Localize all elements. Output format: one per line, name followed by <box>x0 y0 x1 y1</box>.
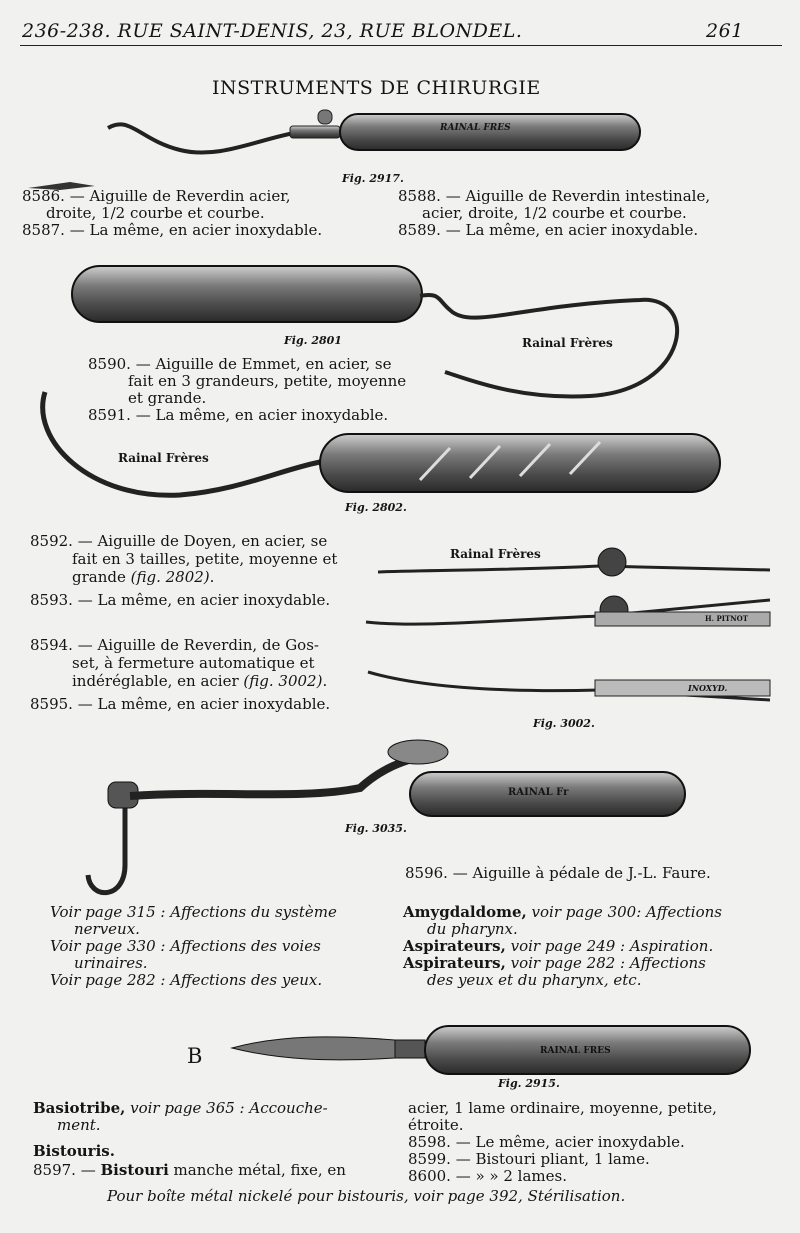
scalpel-illustration <box>232 1026 750 1074</box>
running-header: 236-238. RUE SAINT-DENIS, 23, RUE BLONDEL. <box>22 20 523 42</box>
entry-text: 8586. — Aiguille de Reverdin acier, <box>22 187 291 205</box>
entry-text: 8594. — Aiguille de Reverdin, de Gos- <box>30 636 319 654</box>
entry-8594: 8594. — Aiguille de Reverdin, de Gos- set, à fermeture automatique et indéréglable, en acier (fig. 3002). <box>30 636 360 690</box>
entry-text: étroite. <box>408 1116 464 1134</box>
cross-references-left <box>50 904 360 989</box>
entry-text: acier, 1 lame ordinaire, moyenne, petite, <box>408 1099 717 1117</box>
entry-text: 8588. — Aiguille de Reverdin intestinale, <box>398 187 711 205</box>
entry-text: (fig. 3002) <box>243 672 323 690</box>
entry-text: manche métal, fixe, en <box>173 1161 346 1179</box>
entry-8592: 8592. — Aiguille de Doyen, en acier, se fait en 3 tailles, petite, moyenne et grande (fig. 2802). <box>30 532 360 586</box>
footer-note: Pour boîte métal nickelé pour bistouris, voir page 392, Stérilisation. <box>107 1187 626 1205</box>
ref-text: ment. <box>57 1116 101 1134</box>
entry-text: fait en 3 grandeurs, petite, moyenne <box>128 372 407 390</box>
ref-text: voir page 300: Affections <box>531 903 722 921</box>
entry-basiotribe <box>33 1100 363 1134</box>
cross-references-right <box>403 904 783 989</box>
entry-text: droite, 1/2 courbe et courbe. <box>46 204 265 222</box>
entry-8593: 8593. — La même, en acier inoxydable. <box>30 591 331 609</box>
ref-text: voir page 282 : Affections <box>510 954 706 972</box>
page-number: 261 <box>706 20 744 42</box>
entry-text: 8592. — Aiguille de Doyen, en acier, se <box>30 532 328 550</box>
entry-text: et grande. <box>128 389 207 407</box>
brand-stamp: H. PITNOT <box>705 614 748 623</box>
entry-text: set, à fermeture automatique et <box>72 654 315 672</box>
entry-8588-8589 <box>398 188 783 239</box>
ref-text: Voir page 315 : Affections du système <box>50 903 337 921</box>
ref-text: du pharynx. <box>427 920 518 938</box>
entry-8597 <box>33 1162 346 1179</box>
entry-text: acier, droite, 1/2 courbe et courbe. <box>422 204 687 222</box>
entry-8590-8591 <box>88 356 418 424</box>
ref-text: Voir page 330 : Affections des voies <box>50 937 321 955</box>
entry-text: 8598. — Le même, acier inoxydable. <box>408 1133 685 1151</box>
figure-caption: Fig. 2915. <box>498 1077 560 1090</box>
ref-text: voir page 365 : Accouche- <box>130 1099 328 1117</box>
figure-caption: Fig. 2917. <box>342 172 404 185</box>
ref-text: urinaires. <box>74 954 148 972</box>
entry-8586-8587 <box>22 188 362 239</box>
entry-text: 8590. — Aiguille de Emmet, en acier, se <box>88 355 392 373</box>
ref-text: voir page 249 : Aspiration. <box>510 937 714 955</box>
entry-text: 8587. — La même, en acier inoxydable. <box>22 221 323 239</box>
entry-8596: 8596. — Aiguille à pédale de J.-L. Faure. <box>405 864 711 882</box>
brand-stamp: RAINAL Fr <box>508 787 569 798</box>
section-letter: B <box>187 1044 203 1068</box>
entry-text: grande <box>72 568 126 586</box>
entry-text: 8597. — <box>33 1161 96 1179</box>
entries-8597-8600 <box>408 1100 783 1185</box>
entry-8595: 8595. — La même, en acier inoxydable. <box>30 695 331 713</box>
entry-text: 8589. — La même, en acier inoxydable. <box>398 221 699 239</box>
entry-text: 8591. — La même, en acier inoxydable. <box>88 406 389 424</box>
brand-stamp: Rainal Frères <box>118 451 209 465</box>
brand-stamp: RAINAL FRES <box>540 1046 611 1056</box>
brand-stamp: Rainal Frères <box>450 547 541 561</box>
figure-caption: Fig. 3002. <box>533 717 595 730</box>
ref-text: Voir page 282 : Affections des yeux. <box>50 971 323 989</box>
term: Amygdaldome, <box>403 903 527 921</box>
entry-text: 8600. — » » 2 lames. <box>408 1167 567 1185</box>
brand-stamp: Rainal Frères <box>522 336 613 350</box>
term: Basiotribe, <box>33 1099 126 1117</box>
term: Aspirateurs, <box>403 954 506 972</box>
entry-text: 8599. — Bistouri pliant, 1 lame. <box>408 1150 650 1168</box>
entry-text: indéréglable, en acier <box>72 672 239 690</box>
term: Aspirateurs, <box>403 937 506 955</box>
entry-text: (fig. 2802) <box>130 568 210 586</box>
ref-text: des yeux et du pharynx, etc. <box>427 971 642 989</box>
term: Bistouri <box>100 1161 169 1179</box>
figure-caption: Fig. 2802. <box>345 501 407 514</box>
figure-caption: Fig. 3035. <box>345 822 407 835</box>
ref-text: nerveux. <box>74 920 140 938</box>
section-title: INSTRUMENTS DE CHIRURGIE <box>212 77 541 99</box>
bistouris-heading: Bistouris. <box>33 1142 115 1160</box>
needle-gosset-illustration <box>366 548 770 700</box>
brand-stamp: INOXYD. <box>688 683 728 693</box>
entry-text: fait en 3 tailles, petite, moyenne et <box>72 550 338 568</box>
figure-caption: Fig. 2801 <box>284 334 342 347</box>
needle-reverdin-illustration <box>108 110 640 153</box>
brand-stamp: RAINAL FRES <box>440 123 511 133</box>
